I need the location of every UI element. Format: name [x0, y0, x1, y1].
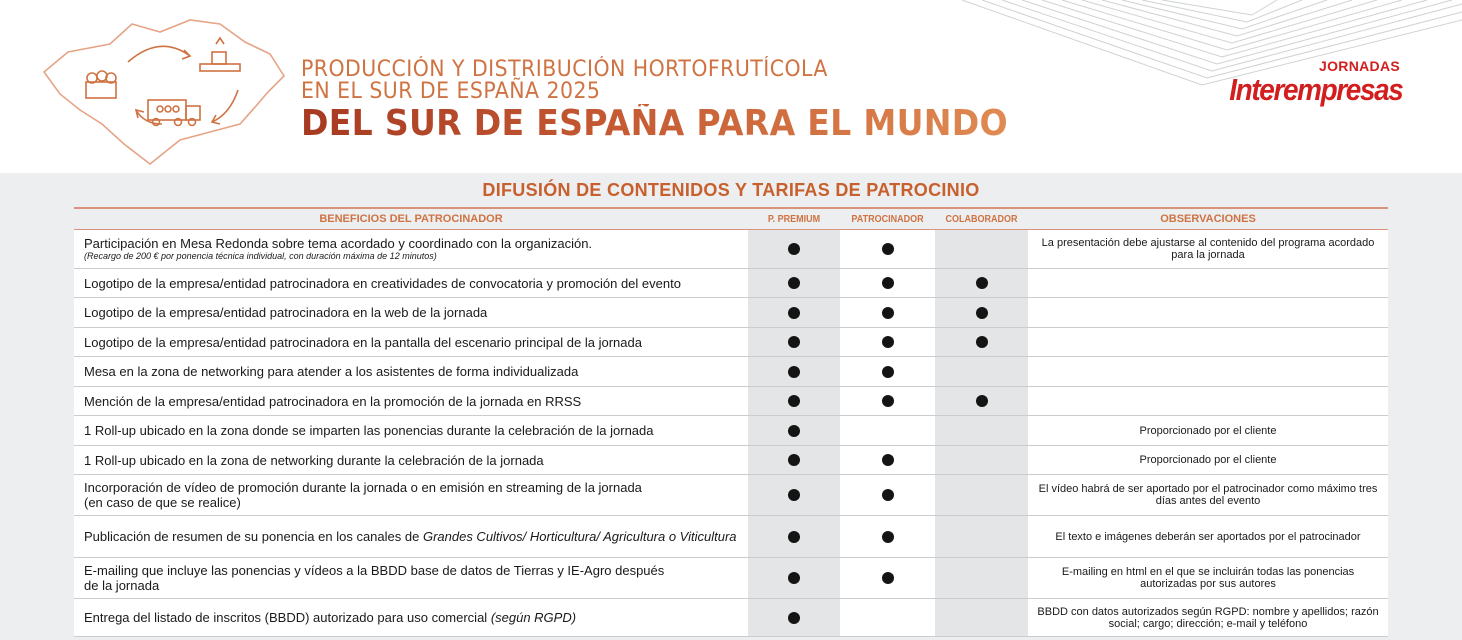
included-dot-icon	[788, 277, 800, 289]
sponsor-cell	[840, 387, 935, 415]
brand-top-text: JORNADAS	[1319, 58, 1400, 74]
included-dot-icon	[976, 307, 988, 319]
col-header-benefits: BENEFICIOS DEL PATROCINADOR	[319, 212, 503, 225]
premium-cell	[748, 230, 840, 268]
observation-cell: El vídeo habrá de ser aportado por el patrocinador como máximo tres días antes del evento	[1038, 483, 1378, 507]
benefit-cell	[74, 387, 748, 415]
premium-cell	[748, 328, 840, 356]
premium-cell	[748, 516, 840, 557]
sponsor-cell	[840, 269, 935, 297]
col-header-premium: P. PREMIUM	[767, 213, 821, 225]
observation-cell	[1028, 387, 1388, 415]
included-dot-icon	[882, 531, 894, 543]
sponsor-cell	[840, 416, 935, 445]
benefit-text: Incorporación de vídeo de promoción durante la jornada o en emisión en streaming de la jornada	[84, 480, 642, 495]
premium-cell	[748, 558, 840, 598]
table-row	[74, 328, 1388, 357]
table-header-row	[74, 209, 1388, 230]
table-row	[74, 558, 1388, 599]
collaborator-cell	[935, 298, 1028, 327]
table-row	[74, 475, 1388, 516]
sponsor-cell	[840, 599, 935, 636]
benefit-cell	[74, 446, 748, 474]
premium-cell	[748, 416, 840, 445]
table-row	[74, 599, 1388, 637]
sponsor-cell	[840, 446, 935, 474]
benefit-text-line2: (en caso de que se realice)	[84, 495, 241, 510]
brand-main-text: Interempresas	[1228, 72, 1402, 107]
table-row	[74, 387, 1388, 416]
observation-cell: La presentación debe ajustarse al contenido del programa acordado para la jornada	[1041, 237, 1375, 261]
included-dot-icon	[788, 612, 800, 624]
included-dot-icon	[788, 243, 800, 255]
benefit-text: E-mailing que incluye las ponencias y vídeos a la BBDD base de datos de Tierras y IE-Agro después	[84, 563, 665, 578]
benefit-text: Logotipo de la empresa/entidad patrocinadora en creatividades de convocatoria y promoción del evento	[84, 275, 681, 291]
observation-cell	[1028, 298, 1388, 327]
observation-cell: E-mailing en html en el que se incluirán todas las ponencias autorizadas por sus autores	[1061, 566, 1355, 590]
benefit-text: Logotipo de la empresa/entidad patrocinadora en la web de la jornada	[84, 305, 488, 320]
table-row	[74, 357, 1388, 387]
premium-cell	[748, 298, 840, 327]
andalucia-map-logo	[40, 14, 290, 169]
benefit-text: Publicación de resumen de su ponencia en los canales de	[84, 529, 423, 544]
premium-cell	[748, 357, 840, 386]
observation-cell: BBDD con datos autorizados según RGPD: nombre y apellidos; razón social; cargo; dirección; e-mail y teléfono	[1037, 605, 1379, 630]
benefit-cell	[74, 298, 748, 327]
event-title-block	[301, 59, 1069, 144]
page-header	[0, 0, 1462, 173]
col-header-observations: OBSERVACIONES	[1160, 213, 1256, 225]
benefit-note: (Recargo de 200 € por ponencia técnica individual, con duración máxima de 12 minutos)	[84, 251, 437, 261]
col-header-sponsor: PATROCINADOR	[851, 213, 924, 225]
included-dot-icon	[788, 336, 800, 348]
benefit-cell	[74, 357, 748, 386]
section-title: DIFUSIÓN DE CONTENIDOS Y TARIFAS DE PATROCINIO	[482, 180, 980, 200]
table-row	[74, 446, 1388, 475]
collaborator-cell	[935, 516, 1028, 557]
table-row	[74, 298, 1388, 328]
benefit-italic-text: (según RGPD)	[490, 610, 577, 625]
observation-cell	[1028, 357, 1388, 386]
included-dot-icon	[788, 307, 800, 319]
collaborator-cell	[935, 599, 1028, 636]
benefit-cell	[74, 558, 748, 598]
included-dot-icon	[882, 395, 894, 407]
included-dot-icon	[976, 395, 988, 407]
table-row	[74, 269, 1388, 298]
benefit-cell	[74, 475, 748, 515]
premium-cell	[748, 475, 840, 515]
interempresas-logo	[1210, 59, 1402, 107]
benefit-cell	[74, 516, 748, 557]
collaborator-cell	[935, 230, 1028, 268]
premium-cell	[748, 446, 840, 474]
table-row	[74, 416, 1388, 446]
collaborator-cell	[935, 475, 1028, 515]
sponsor-cell	[840, 357, 935, 386]
sponsor-cell	[840, 516, 935, 557]
included-dot-icon	[882, 336, 894, 348]
sponsor-cell	[840, 298, 935, 327]
table-row	[74, 230, 1388, 269]
included-dot-icon	[788, 572, 800, 584]
benefit-cell	[74, 230, 748, 268]
col-header-collaborator: COLABORADOR	[945, 213, 1018, 225]
included-dot-icon	[976, 336, 988, 348]
event-main-title: DEL SUR DE ESPAÑA PARA EL MUNDO	[301, 103, 1008, 144]
collaborator-cell	[935, 269, 1028, 297]
observation-cell	[1028, 269, 1388, 297]
observation-cell: Proporcionado por el cliente	[1139, 424, 1277, 437]
included-dot-icon	[976, 277, 988, 289]
benefit-text: 1 Roll-up ubicado en la zona de networking durante la celebración de la jornada	[84, 452, 544, 468]
benefit-italic-text: Grandes Cultivos/ Horticultura/ Agricultura o Viticultura	[422, 529, 737, 544]
benefit-text: 1 Roll-up ubicado en la zona donde se imparten las ponencias durante la celebración de la jornada	[84, 423, 654, 438]
observation-cell	[1028, 328, 1388, 356]
included-dot-icon	[882, 307, 894, 319]
observation-cell: El texto e imágenes deberán ser aportados por el patrocinador	[1055, 530, 1361, 543]
collaborator-cell	[935, 387, 1028, 415]
observation-cell: Proporcionado por el cliente	[1139, 454, 1277, 466]
sponsorship-table	[74, 207, 1388, 637]
collaborator-cell	[935, 416, 1028, 445]
benefit-text: Mención de la empresa/entidad patrocinadora en la promoción de la jornada en RRSS	[84, 393, 582, 409]
sponsor-cell	[840, 230, 935, 268]
included-dot-icon	[882, 277, 894, 289]
collaborator-cell	[935, 558, 1028, 598]
title-line-2: EN EL SUR DE ESPAÑA 2025	[301, 79, 601, 104]
included-dot-icon	[788, 425, 800, 437]
included-dot-icon	[788, 489, 800, 501]
benefit-text: Participación en Mesa Redonda sobre tema acordado y coordinado con la organización.	[84, 236, 593, 251]
benefit-text: Logotipo de la empresa/entidad patrocinadora en la pantalla del escenario principal de la jornada	[84, 334, 642, 350]
benefit-cell	[74, 328, 748, 356]
premium-cell	[748, 269, 840, 297]
included-dot-icon	[882, 243, 894, 255]
benefit-text: Mesa en la zona de networking para atender a los asistentes de forma individualizada	[84, 364, 579, 379]
premium-cell	[748, 387, 840, 415]
collaborator-cell	[935, 328, 1028, 356]
included-dot-icon	[882, 366, 894, 378]
sponsor-cell	[840, 475, 935, 515]
collaborator-cell	[935, 357, 1028, 386]
included-dot-icon	[788, 366, 800, 378]
benefit-cell	[74, 599, 748, 636]
sponsor-cell	[840, 328, 935, 356]
collaborator-cell	[935, 446, 1028, 474]
included-dot-icon	[882, 572, 894, 584]
included-dot-icon	[788, 395, 800, 407]
benefit-cell	[74, 416, 748, 445]
sponsor-cell	[840, 558, 935, 598]
included-dot-icon	[882, 489, 894, 501]
benefit-text: Entrega del listado de inscritos (BBDD) autorizado para uso comercial	[84, 610, 491, 625]
table-row	[74, 516, 1388, 558]
included-dot-icon	[788, 531, 800, 543]
included-dot-icon	[882, 454, 894, 466]
included-dot-icon	[788, 454, 800, 466]
premium-cell	[748, 599, 840, 636]
title-line-1: PRODUCCIÓN Y DISTRIBUCIÓN HORTOFRUTÍCOLA	[301, 57, 828, 82]
benefit-cell	[74, 269, 748, 297]
benefit-text-line2: de la jornada	[84, 578, 160, 593]
